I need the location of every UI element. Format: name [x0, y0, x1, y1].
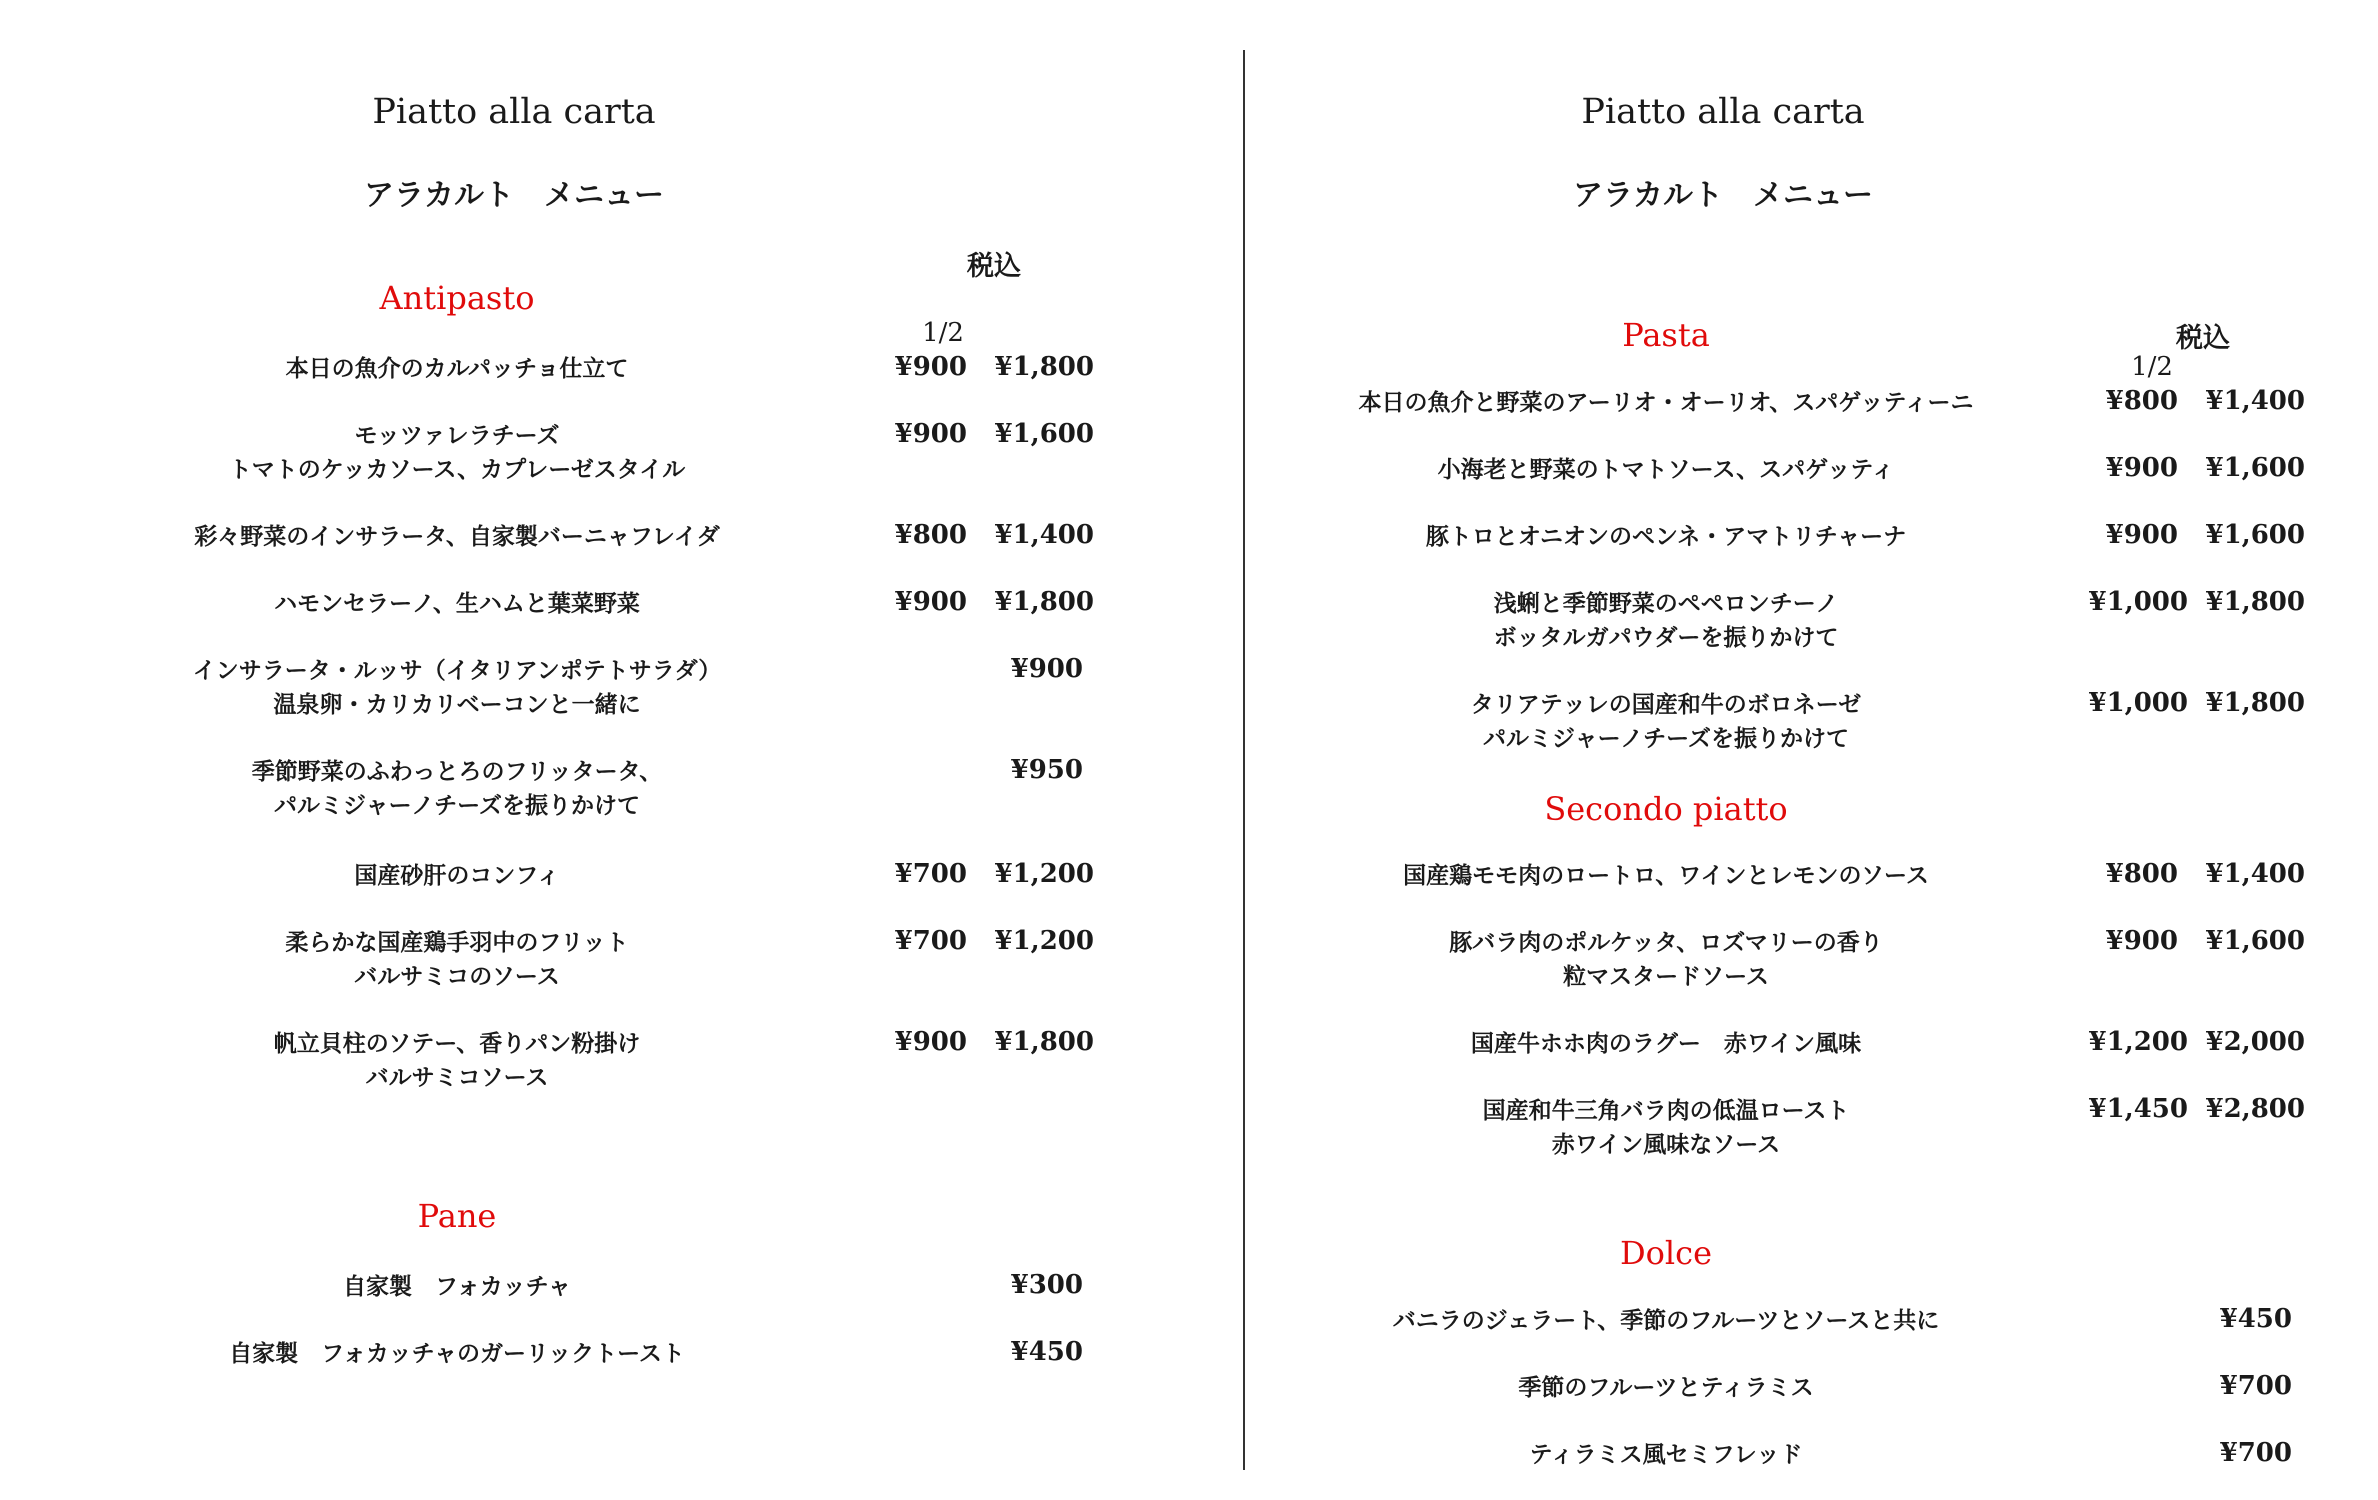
full-price: ¥2,800 — [2205, 1094, 2305, 1124]
menu-item-name: 浅蜊と季節野菜のペペロンチーノ — [1493, 590, 1839, 617]
tax-included-label: 税込 — [2176, 323, 2230, 354]
full-price: ¥1,400 — [2205, 859, 2305, 889]
half-price: ¥900 — [2105, 520, 2178, 550]
menu-item-description: パルミジャーノチーズを振りかけて — [274, 792, 640, 819]
menu-item-name: 彩々野菜のインサラータ、自家製バーニャフレイダ — [194, 523, 720, 550]
menu-item-name: 国産和牛三角バラ肉の低温ロースト — [1482, 1097, 1850, 1124]
full-price: ¥1,800 — [2205, 587, 2305, 617]
half-portion-label: 1/2 — [922, 318, 964, 348]
menu-item-name: 自家製 フォカッチャのガーリックトースト — [229, 1340, 685, 1367]
menu-item-name: 本日の魚介のカルパッチョ仕立て — [285, 355, 629, 382]
half-price: ¥800 — [2105, 859, 2178, 889]
full-price: ¥1,400 — [2205, 386, 2305, 416]
half-price: ¥900 — [894, 352, 967, 382]
menu-item-name: モッツァレラチーズ — [354, 422, 560, 449]
full-price: ¥2,000 — [2205, 1027, 2305, 1057]
half-price: ¥1,200 — [2088, 1027, 2188, 1057]
section-heading-secondo: Secondo piatto — [1544, 790, 1788, 828]
full-price: ¥1,600 — [2205, 520, 2305, 550]
menu-item-name: 帆立貝柱のソテー、香りパン粉掛け — [273, 1030, 641, 1057]
full-price: ¥1,800 — [994, 587, 1094, 617]
menu-item-name: 豚バラ肉のポルケッタ、ロズマリーの香り — [1449, 929, 1883, 956]
menu-item-description: バルサミコのソース — [354, 963, 560, 990]
half-price: ¥1,450 — [2088, 1094, 2188, 1124]
full-price: ¥1,600 — [2205, 926, 2305, 956]
tax-included-label: 税込 — [967, 251, 1021, 282]
full-price: ¥1,200 — [994, 926, 1094, 956]
half-price: ¥700 — [894, 859, 967, 889]
half-price: ¥900 — [894, 587, 967, 617]
full-price: ¥1,600 — [994, 419, 1094, 449]
menu-item-name: 自家製 フォカッチャ — [343, 1273, 571, 1300]
menu-item-description: 温泉卵・カリカリベーコンと一緒に — [273, 691, 641, 718]
price: ¥450 — [2219, 1304, 2292, 1334]
half-price: ¥1,000 — [2088, 587, 2188, 617]
menu-item-description: トマトのケッカソース、カプレーゼスタイル — [228, 456, 686, 483]
full-price: ¥1,800 — [994, 352, 1094, 382]
half-price: ¥1,000 — [2088, 688, 2188, 718]
menu-item-description: パルミジャーノチーズを振りかけて — [1483, 725, 1849, 752]
section-heading-pasta: Pasta — [1622, 316, 1710, 354]
full-price: ¥1,400 — [994, 520, 1094, 550]
half-price: ¥900 — [2105, 926, 2178, 956]
menu-item-name: バニラのジェラート、季節のフルーツとソースと共に — [1392, 1307, 1940, 1334]
half-price: ¥900 — [894, 1027, 967, 1057]
half-portion-label: 1/2 — [2131, 352, 2173, 382]
menu-item-name: 豚トロとオニオンのペンネ・アマトリチャーナ — [1425, 523, 1907, 550]
half-price: ¥900 — [2105, 453, 2178, 483]
section-heading-pane: Pane — [417, 1197, 497, 1235]
full-price: ¥1,800 — [994, 1027, 1094, 1057]
menu-item-description: バルサミコソース — [365, 1064, 549, 1091]
menu-item-name: タリアテッレの国産和牛のボロネーゼ — [1470, 691, 1862, 718]
page-divider — [1243, 50, 1245, 1470]
half-price: ¥800 — [894, 520, 967, 550]
page-subtitle: アラカルト メニュー — [1573, 178, 1873, 213]
full-price: ¥1,800 — [2205, 688, 2305, 718]
price: ¥700 — [2219, 1438, 2292, 1468]
price: ¥300 — [1010, 1270, 1083, 1300]
menu-item-name: ティラミス風セミフレッド — [1529, 1441, 1803, 1468]
page-title: Piatto alla carta — [372, 92, 656, 132]
half-price: ¥800 — [2105, 386, 2178, 416]
menu-item-name: 国産砂肝のコンフィ — [354, 862, 560, 889]
menu-item-description: 赤ワイン風味なソース — [1551, 1131, 1781, 1158]
price: ¥700 — [2219, 1371, 2292, 1401]
menu-item-name: 国産牛ホホ肉のラグー 赤ワイン風味 — [1470, 1030, 1862, 1057]
menu-item-name: ハモンセラーノ、生ハムと葉菜野菜 — [274, 590, 640, 617]
half-price: ¥700 — [894, 926, 967, 956]
menu-item-name: 季節野菜のふわっとろのフリッタータ、 — [251, 758, 663, 785]
price: ¥450 — [1010, 1337, 1083, 1367]
menu-item-name: 本日の魚介と野菜のアーリオ・オーリオ、スパゲッティーニ — [1358, 389, 1974, 416]
menu-item-name: 小海老と野菜のトマトソース、スパゲッティ — [1437, 456, 1895, 483]
section-heading-antipasto: Antipasto — [379, 279, 535, 317]
price: ¥900 — [1010, 654, 1083, 684]
menu-item-description: ボッタルガパウダーを振りかけて — [1493, 624, 1839, 651]
menu-item-name: 柔らかな国産鶏手羽中のフリット — [285, 929, 629, 956]
full-price: ¥1,600 — [2205, 453, 2305, 483]
menu-item-name: 国産鶏モモ肉のロートロ、ワインとレモンのソース — [1403, 862, 1929, 889]
page-subtitle: アラカルト メニュー — [364, 178, 664, 213]
page-title: Piatto alla carta — [1581, 92, 1865, 132]
menu-item-description: 粒マスタードソース — [1563, 963, 1769, 990]
price: ¥950 — [1010, 755, 1083, 785]
full-price: ¥1,200 — [994, 859, 1094, 889]
menu-item-name: インサラータ・ルッサ（イタリアンポテトサラダ） — [192, 657, 722, 684]
half-price: ¥900 — [894, 419, 967, 449]
section-heading-dolce: Dolce — [1619, 1234, 1713, 1272]
menu-item-name: 季節のフルーツとティラミス — [1518, 1374, 1814, 1401]
